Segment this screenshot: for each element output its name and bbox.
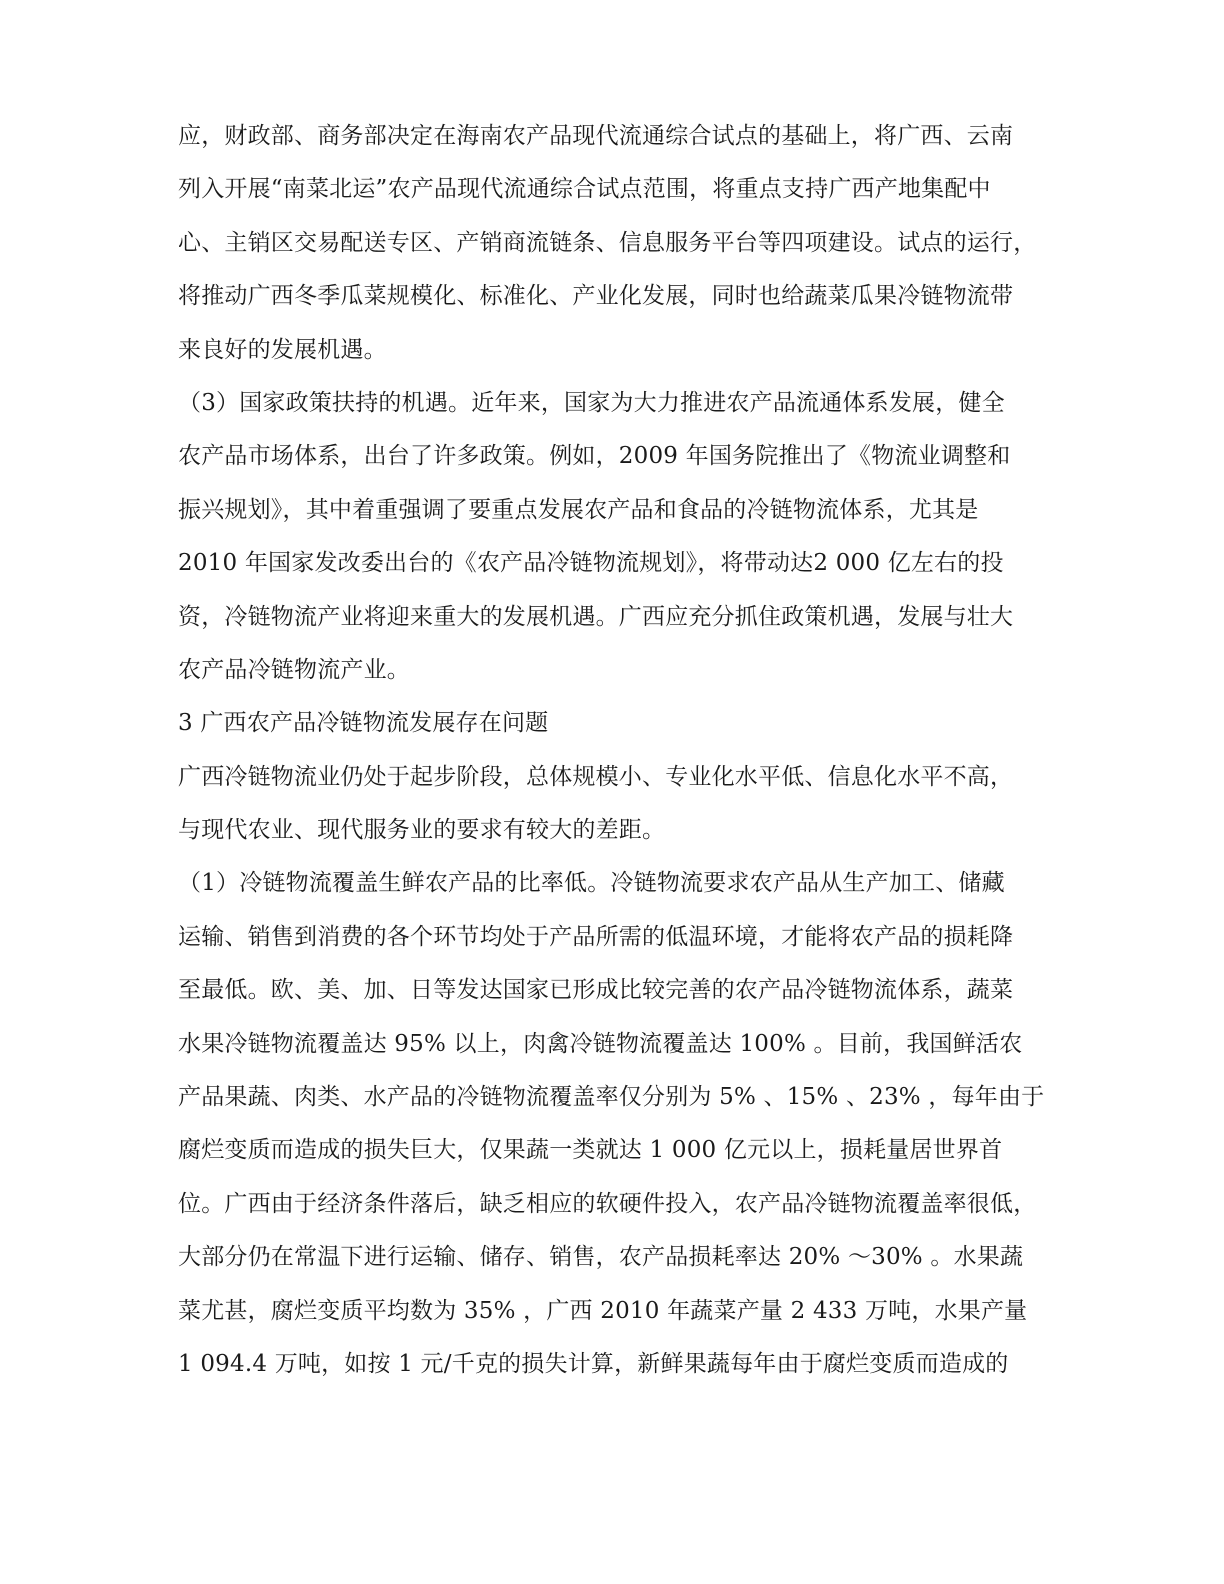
text-line: 至最低。欧、美、加、日等发达国家已形成比较完善的农产品冷链物流体系，蔬菜: [178, 977, 1014, 1004]
text-line: 农产品冷链物流产业。: [178, 656, 410, 683]
text-line: 位。广西由于经济条件落后，缺乏相应的软硬件投入，农产品冷链物流覆盖率很低，: [178, 1190, 1037, 1217]
text-line: 大部分仍在常温下进行运输、储存、销售，农产品损耗率达 20% ～30% 。水果蔬: [178, 1244, 1024, 1271]
text-line: 来良好的发展机遇。: [178, 336, 387, 363]
text-line: 农产品市场体系，出台了许多政策。例如，2009 年国务院推出了《物流业调整和: [178, 443, 1011, 470]
text-line: 列入开展“南菜北运”农产品现代流通综合试点范围，将重点支持广西产地集配中: [178, 176, 991, 203]
text-line: 腐烂变质而造成的损失巨大，仅果蔬一类就达 1 000 亿元以上，损耗量居世界首: [178, 1137, 1003, 1164]
text-line: 水果冷链物流覆盖达 95% 以上，肉禽冷链物流覆盖达 100% 。目前，我国鲜活农: [178, 1030, 1023, 1057]
text-line: 运输、销售到消费的各个环节均处于产品所需的低温环境，才能将农产品的损耗降: [178, 923, 1014, 950]
text-line: 产品果蔬、肉类、水产品的冷链物流覆盖率仅分别为 5% 、15% 、23% ，每年由于: [178, 1084, 1045, 1111]
section-heading: 3 广西农产品冷链物流发展存在问题: [178, 710, 549, 737]
text-line: （1）冷链物流覆盖生鲜农产品的比率低。冷链物流要求农产品从生产加工、储藏: [178, 870, 1005, 897]
text-line: 1 094.4 万吨，如按 1 元/千克的损失计算，新鲜果蔬每年由于腐烂变质而造成的: [178, 1350, 1009, 1377]
text-line: 心、主销区交易配送专区、产销商流链条、信息服务平台等四项建设。试点的运行，: [178, 229, 1037, 256]
text-line: 资，冷链物流产业将迎来重大的发展机遇。广西应充分抓住政策机遇，发展与壮大: [178, 603, 1014, 630]
text-line: 应，财政部、商务部决定在海南农产品现代流通综合试点的基础上，将广西、云南: [178, 123, 1014, 149]
text-line: 广西冷链物流业仍处于起步阶段，总体规模小、专业化水平低、信息化水平不高，: [178, 763, 1014, 790]
text-line: 菜尤甚，腐烂变质平均数为 35% ，广西 2010 年蔬菜产量 2 433 万吨，水果产量: [178, 1297, 1028, 1324]
text-line: 2010 年国家发改委出台的《农产品冷链物流规划》，将带动达2 000 亿左右的投: [178, 550, 1004, 577]
text-line: 振兴规划》，其中着重强调了要重点发展农产品和食品的冷链物流体系，尤其是: [178, 496, 979, 523]
text-line: （3）国家政策扶持的机遇。近年来，国家为大力推进农产品流通体系发展，健全: [178, 389, 1005, 416]
body-text: [178, 110, 1058, 1391]
text-line: 与现代农业、现代服务业的要求有较大的差距。: [178, 817, 666, 844]
text-line: 将推动广西冬季瓜菜规模化、标准化、产业化发展，同时也给蔬菜瓜果冷链物流带: [178, 283, 1014, 310]
